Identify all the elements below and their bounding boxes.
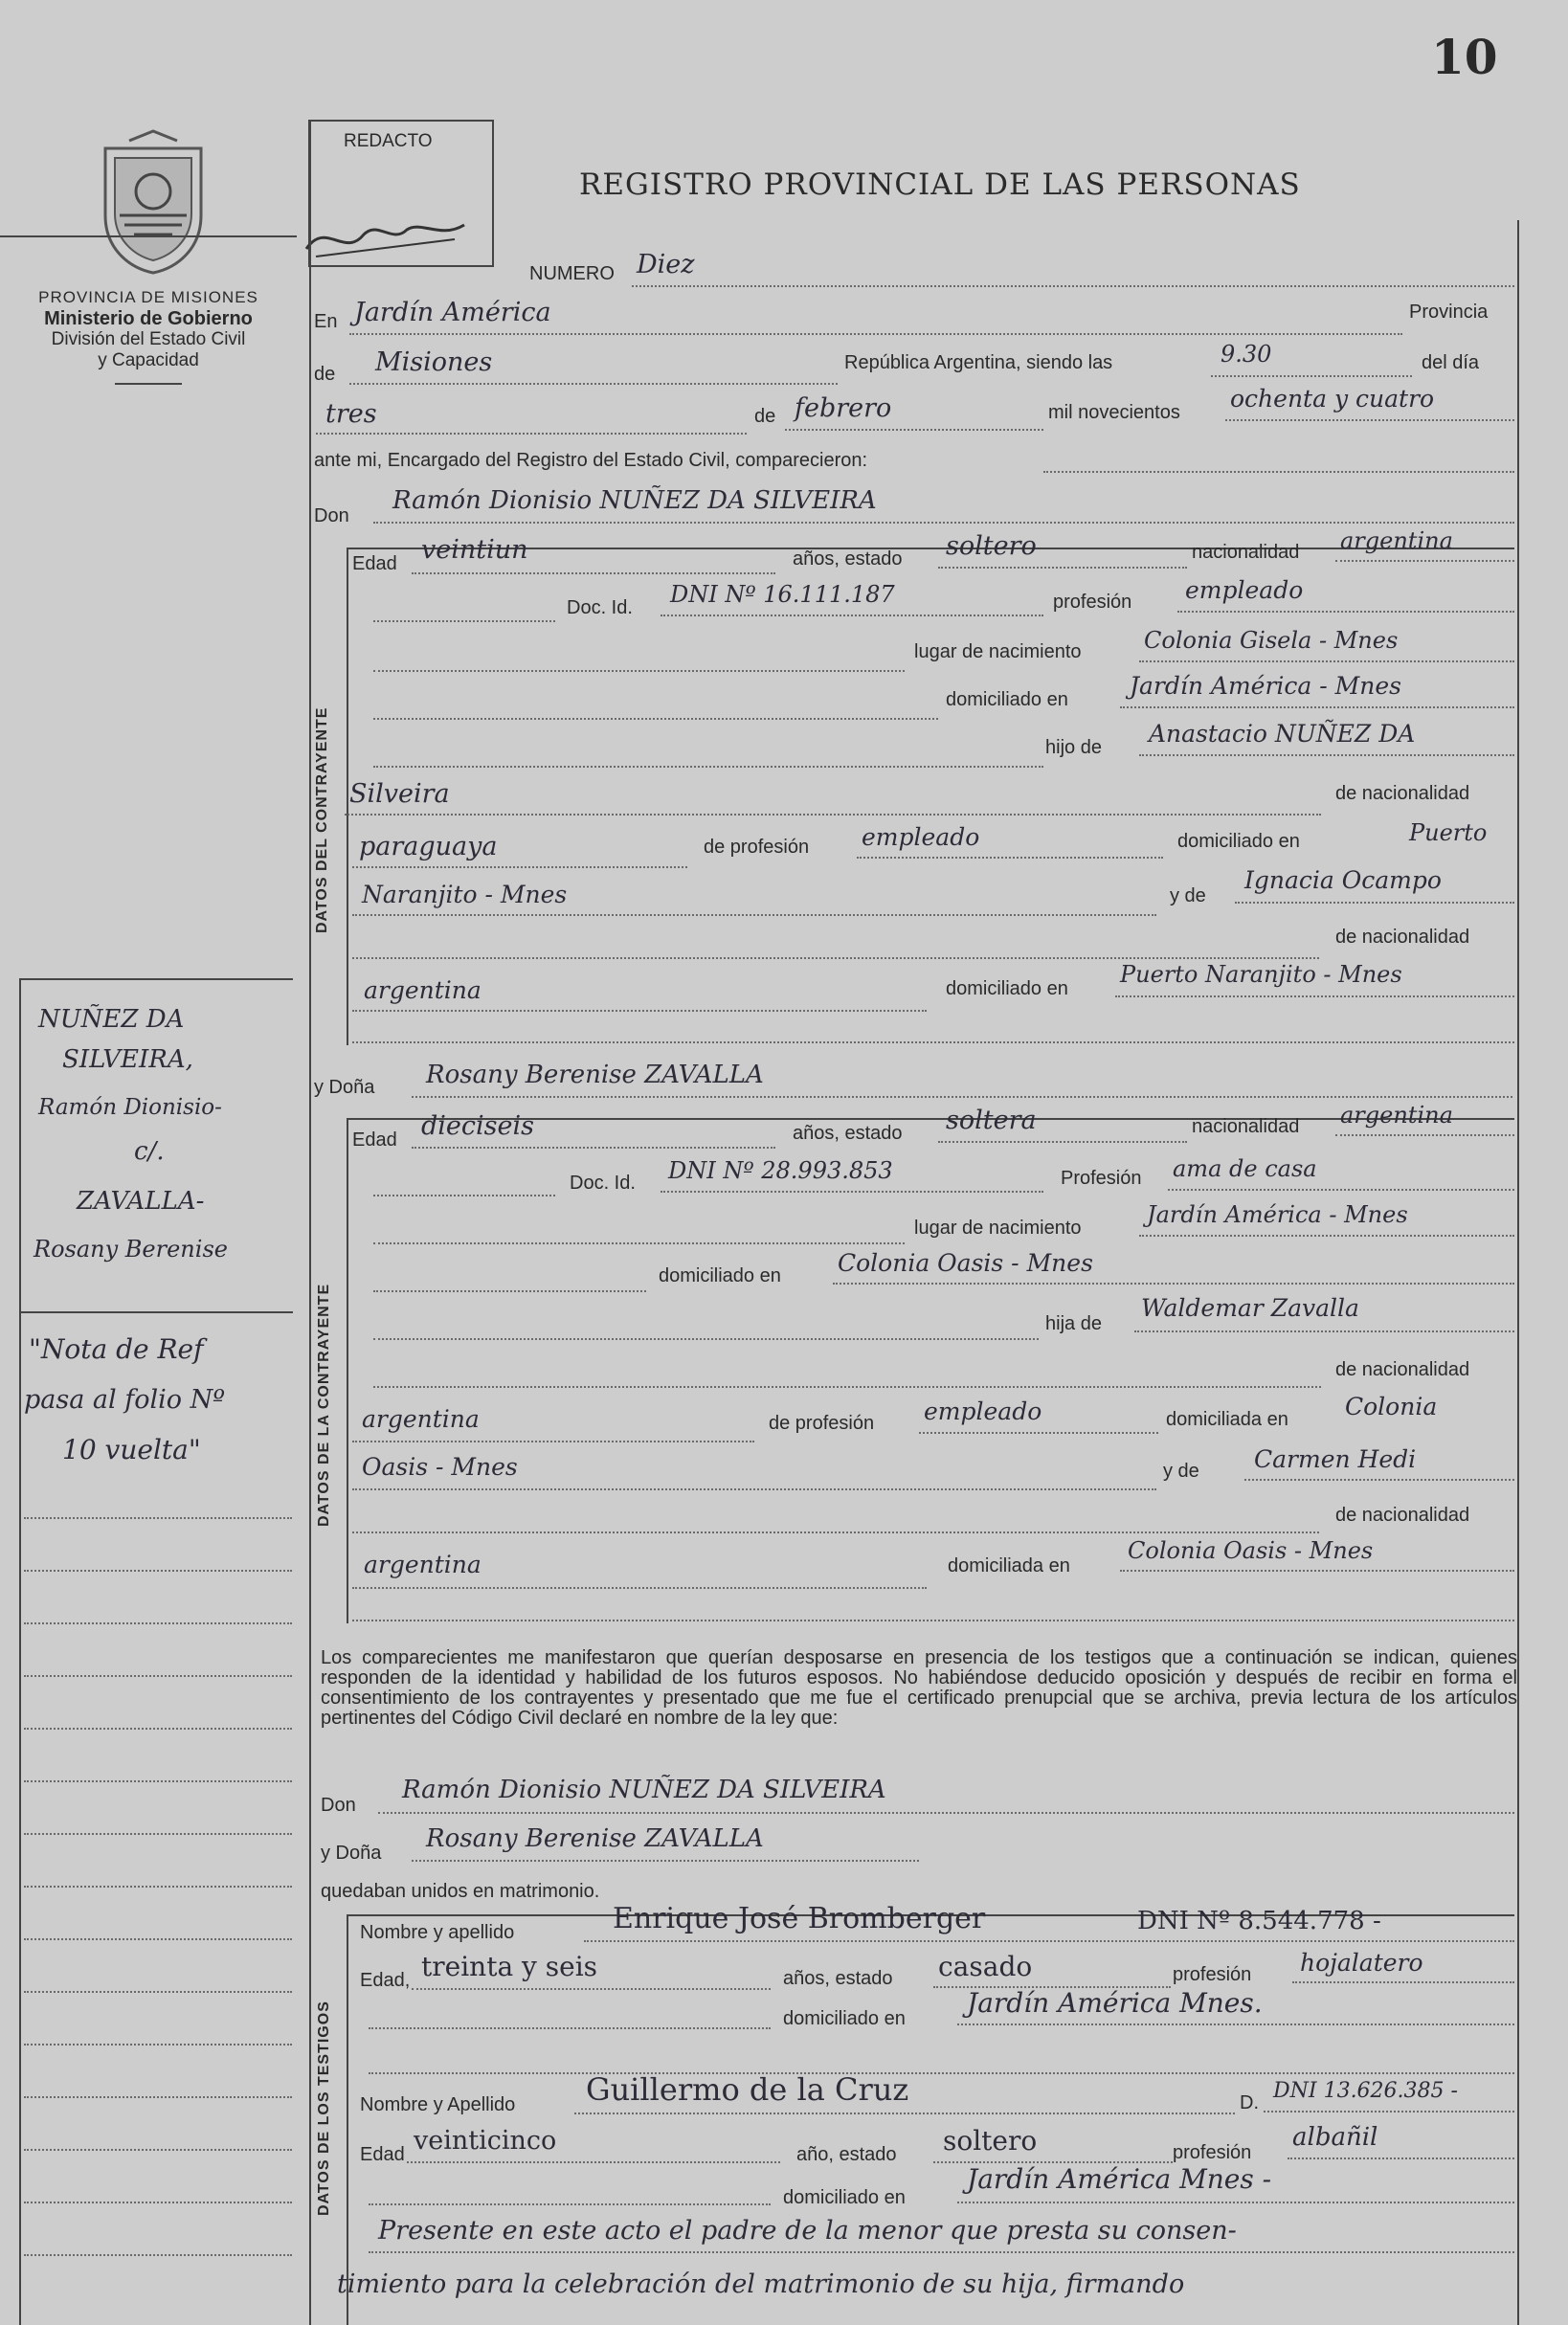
note-line-2: timiento para la celebración del matrimonio de su hija, firmando [337, 2269, 1185, 2299]
y-de-label-1: y de [1170, 885, 1206, 906]
margin-name-4: c/. [134, 1137, 165, 1166]
dona-value: Rosany Berenise ZAVALLA [426, 1061, 764, 1089]
datos-testigos-label: DATOS DE LOS TESTIGOS [316, 2001, 332, 2216]
stamp-label: REDACTO [344, 131, 433, 151]
provincia-label: Provincia [1409, 302, 1489, 323]
madre-nac-value: argentina [364, 976, 482, 1004]
f-domiciliado-label: domiciliado en [659, 1265, 781, 1286]
f-edad-label: Edad [352, 1129, 397, 1151]
f-y-de-label: y de [1163, 1461, 1199, 1482]
margin-name-1: NUÑEZ DA [38, 1005, 185, 1034]
f-doc-label: Doc. Id. [570, 1173, 636, 1194]
de2-label: de [754, 406, 776, 427]
profesion-label: profesión [1053, 592, 1132, 613]
padre-dom-value: Puerto [1409, 819, 1488, 846]
f-nac-value: argentina [1340, 1102, 1453, 1129]
padre-value: Anastacio NUÑEZ DA [1149, 720, 1416, 748]
t1-nombre-label: Nombre y apellido [360, 1922, 515, 1943]
domicilio-value: Jardín América - Mnes [1130, 672, 1401, 700]
f-padre-dom-2-value: Oasis - Mnes [362, 1453, 518, 1481]
f-madre-nac-value: argentina [364, 1551, 482, 1578]
lugar-value: Jardín América [354, 298, 551, 327]
stamp-signature [287, 201, 479, 268]
t2-ano-estado-label: año, estado [796, 2144, 897, 2165]
f-lugar-label: lugar de nacimiento [914, 1218, 1082, 1239]
de-nacionalidad-label-1: de nacionalidad [1335, 783, 1470, 804]
anio-value: ochenta y cuatro [1230, 385, 1435, 413]
margin-note-1: "Nota de Ref [29, 1333, 204, 1365]
doc-id-label: Doc. Id. [567, 597, 633, 618]
page-number: 10 [1431, 29, 1498, 85]
t2-nombre-value: Guillermo de la Cruz [586, 2071, 909, 2108]
hora-value: 9.30 [1221, 341, 1272, 368]
f-estado-value: soltera [946, 1106, 1037, 1135]
t1-estado-value: casado [938, 1951, 1033, 1982]
padre-2-value: Silveira [349, 779, 450, 809]
lugar-nac-label: lugar de nacimiento [914, 641, 1082, 662]
division-line-2: y Capacidad [98, 350, 199, 370]
don2-label: Don [321, 1795, 356, 1816]
don-label: Don [314, 505, 349, 526]
f-profesion-label: Profesión [1061, 1168, 1142, 1189]
y-dona-label: y Doña [314, 1077, 375, 1098]
f-dom-value: Colonia Oasis - Mnes [838, 1249, 1093, 1277]
de-nacionalidad-label-2: de nacionalidad [1335, 927, 1470, 948]
declaration-paragraph: Los comparecientes me manifestaron que querían desposarse en presencia de los testigos que a continuación se indican, quienes responden de la identidad y habilidad de los futuros esposos. No habiéndose deducido oposición y después de recibir en forma el consentimiento de los contrayentes y presentado que me fue el certificado prenupcial que se archiva, previa lectura de los artículos pertinentes del Código Civil declaré en nombre de la ley que: [321, 1647, 1517, 1729]
t1-profesion-label: profesión [1173, 1964, 1252, 1985]
madre-value: Ignacia Ocampo [1244, 866, 1442, 894]
province-line: PROVINCIA DE MISIONES [38, 288, 258, 306]
t2-prof-value: albañil [1292, 2123, 1378, 2152]
division-line-1: División del Estado Civil [51, 329, 246, 349]
f-padre-dom-value: Colonia [1345, 1393, 1438, 1420]
margin-name-3: Ramón Dionisio- [38, 1095, 222, 1120]
edad-value: veintiun [421, 535, 528, 565]
profesion-value: empleado [1185, 576, 1304, 604]
f-anos-estado-label: años, estado [793, 1123, 903, 1144]
margin-name-6: Rosany Berenise [34, 1236, 228, 1263]
f-domiciliada-label-1: domiciliada en [1166, 1409, 1288, 1430]
padre-nac-value: paraguaya [359, 832, 498, 861]
f-de-profesion-label: de profesión [769, 1413, 875, 1434]
t2-edad-value: veinticinco [414, 2126, 557, 2156]
provincia-value: Misiones [375, 347, 493, 377]
quedaban-text: quedaban unidos en matrimonio. [321, 1881, 600, 1902]
f-padre-value: Waldemar Zavalla [1141, 1294, 1359, 1322]
t2-nombre-label: Nombre y Apellido [360, 2094, 516, 2115]
f-doc-value: DNI Nº 28.993.853 [668, 1157, 893, 1184]
document-title: REGISTRO PROVINCIAL DE LAS PERSONAS [579, 168, 1301, 202]
numero-value: Diez [637, 250, 695, 279]
de-label: de [314, 364, 336, 385]
margin-note-3: 10 vuelta" [62, 1434, 201, 1465]
domiciliado-label-3: domiciliado en [946, 978, 1068, 999]
t1-nombre-value: Enrique José Bromberger [613, 1902, 986, 1935]
y-dona2-label: y Doña [321, 1843, 382, 1864]
doc-value: DNI Nº 16.111.187 [670, 581, 895, 608]
edad-label: Edad [352, 553, 397, 574]
f-domiciliada-label-2: domiciliada en [948, 1555, 1070, 1576]
t1-edad-label: Edad, [360, 1970, 411, 1991]
madre-dom-value: Puerto Naranjito - Mnes [1120, 961, 1402, 988]
t1-domiciliado-label: domiciliado en [783, 2008, 906, 2029]
don-value: Ramón Dionisio NUÑEZ DA SILVEIRA [392, 486, 877, 515]
estado-value: soltero [946, 531, 1037, 561]
padre-dom-2-value: Naranjito - Mnes [362, 881, 568, 908]
t1-dni-value: DNI Nº 8.544.778 - [1137, 1907, 1381, 1935]
f-prof-value: ama de casa [1173, 1155, 1317, 1182]
republica-label: República Argentina, siendo las [844, 352, 1113, 373]
t2-dni-value: DNI 13.626.385 - [1273, 2079, 1458, 2103]
numero-label: NUMERO [529, 263, 615, 284]
mes-value: febrero [795, 393, 892, 423]
del-dia-label: del día [1422, 352, 1480, 373]
margin-note-2: pasa al folio Nº [24, 1385, 225, 1415]
t1-anos-estado-label: años, estado [783, 1968, 893, 1989]
f-madre-dom-value: Colonia Oasis - Mnes [1128, 1537, 1374, 1564]
mil-label: mil novecientos [1048, 402, 1180, 423]
nacionalidad-value: argentina [1340, 527, 1453, 554]
f-nacionalidad-label: nacionalidad [1192, 1116, 1300, 1137]
hija-de-label: hija de [1045, 1313, 1102, 1334]
t2-dom-value: Jardín América Mnes - [967, 2163, 1272, 2195]
datos-contrayente-label: DATOS DEL CONTRAYENTE [314, 706, 330, 933]
note-line-1: Presente en este acto el padre de la menor que presta su consen- [378, 2216, 1237, 2246]
t2-domiciliado-label: domiciliado en [783, 2187, 906, 2208]
de-profesion-label-1: de profesión [704, 837, 810, 858]
lugar-nac-value: Colonia Gisela - Mnes [1144, 627, 1399, 654]
nacionalidad-label: nacionalidad [1192, 542, 1300, 563]
f-de-nacionalidad-label-2: de nacionalidad [1335, 1505, 1470, 1526]
don2-value: Ramón Dionisio NUÑEZ DA SILVEIRA [402, 1776, 886, 1804]
t2-estado-value: soltero [943, 2125, 1038, 2157]
margin-name-5: ZAVALLA- [77, 1187, 205, 1216]
f-lugar-value: Jardín América - Mnes [1147, 1201, 1408, 1228]
f-padre-nac-value: argentina [362, 1405, 480, 1433]
t2-edad-label: Edad [360, 2144, 405, 2165]
dia-value: tres [325, 399, 377, 429]
datos-contrayente-f-label: DATOS DE LA CONTRAYENTE [316, 1283, 332, 1527]
ante-mi-text: ante mi, Encargado del Registro del Estado Civil, comparecieron: [314, 450, 868, 471]
padre-prof-value: empleado [862, 823, 980, 851]
domiciliado-label: domiciliado en [946, 689, 1068, 710]
f-padre-prof-value: empleado [924, 1397, 1042, 1425]
ministry-name: Ministerio de Gobierno [44, 308, 253, 329]
anos-estado-label: años, estado [793, 548, 903, 570]
t1-prof-value: hojalatero [1300, 1949, 1423, 1977]
dona2-value: Rosany Berenise ZAVALLA [426, 1824, 764, 1853]
margin-name-2: SILVEIRA, [62, 1045, 193, 1074]
hijo-de-label: hijo de [1045, 737, 1102, 758]
en-label: En [314, 311, 338, 332]
t2-profesion-label: profesión [1173, 2142, 1252, 2163]
f-edad-value: dieciseis [421, 1111, 534, 1141]
ministry-block [0, 287, 297, 385]
f-madre-value: Carmen Hedi [1254, 1445, 1417, 1473]
domiciliado-label-2: domiciliado en [1177, 831, 1300, 852]
misiones-seal-icon [91, 129, 215, 278]
t1-edad-value: treinta y seis [421, 1951, 598, 1982]
f-de-nacionalidad-label-1: de nacionalidad [1335, 1359, 1470, 1380]
t1-dom-value: Jardín América Mnes. [967, 1987, 1263, 2019]
t2-d-label: D. [1240, 2092, 1259, 2113]
